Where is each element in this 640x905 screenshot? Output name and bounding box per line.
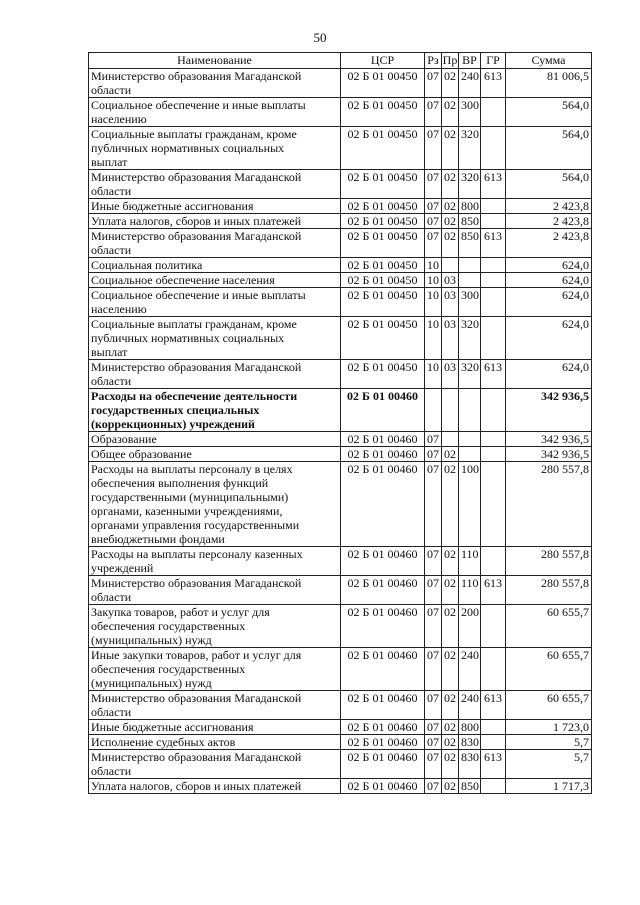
row-csr-cell: 02 Б 01 00460 <box>341 691 425 720</box>
row-gr-cell <box>481 317 506 360</box>
row-rz-cell: 07 <box>425 735 442 750</box>
row-vr-cell: 320 <box>459 317 481 360</box>
row-name-cell: Социальные выплаты гражданам, кроме публичных нормативных социальных выплат <box>89 127 341 170</box>
row-gr-cell: 613 <box>481 750 506 779</box>
row-vr-cell <box>459 273 481 288</box>
row-sum-cell: 2 423,8 <box>506 214 592 229</box>
row-pr-cell: 02 <box>442 735 459 750</box>
row-gr-cell: 613 <box>481 170 506 199</box>
row-sum-cell: 60 655,7 <box>506 691 592 720</box>
row-pr-cell: 02 <box>442 214 459 229</box>
row-sum-cell: 5,7 <box>506 735 592 750</box>
row-name-cell: Иные бюджетные ассигнования <box>89 199 341 214</box>
row-gr-cell <box>481 127 506 170</box>
row-rz-cell: 07 <box>425 214 442 229</box>
row-pr-cell: 02 <box>442 170 459 199</box>
row-csr-cell: 02 Б 01 00460 <box>341 605 425 648</box>
row-gr-cell <box>481 447 506 462</box>
row-rz-cell: 07 <box>425 127 442 170</box>
row-gr-cell <box>481 735 506 750</box>
row-name-cell: Министерство образования Магаданской области <box>89 750 341 779</box>
row-sum-cell: 1 717,3 <box>506 779 592 794</box>
row-vr-cell: 240 <box>459 691 481 720</box>
table-row <box>89 199 592 214</box>
row-gr-cell <box>481 462 506 547</box>
row-pr-cell: 03 <box>442 288 459 317</box>
row-gr-cell <box>481 720 506 735</box>
row-name-cell: Социальное обеспечение и иные выплаты населению <box>89 98 341 127</box>
row-sum-cell: 5,7 <box>506 750 592 779</box>
row-vr-cell: 800 <box>459 199 481 214</box>
row-gr-cell <box>481 214 506 229</box>
row-name-cell: Социальная политика <box>89 258 341 273</box>
table-row <box>89 258 592 273</box>
row-name-cell: Закупка товаров, работ и услуг для обеспечения государственных (муниципальных) нужд <box>89 605 341 648</box>
table-row <box>89 605 592 648</box>
row-csr-cell: 02 Б 01 00450 <box>341 199 425 214</box>
row-sum-cell: 342 936,5 <box>506 389 592 432</box>
row-pr-cell <box>442 389 459 432</box>
row-csr-cell: 02 Б 01 00450 <box>341 258 425 273</box>
row-rz-cell: 07 <box>425 691 442 720</box>
row-vr-cell: 100 <box>459 462 481 547</box>
row-csr-cell: 02 Б 01 00460 <box>341 750 425 779</box>
row-rz-cell: 10 <box>425 317 442 360</box>
header-csr: ЦСР <box>341 53 425 69</box>
row-gr-cell <box>481 199 506 214</box>
row-csr-cell: 02 Б 01 00450 <box>341 229 425 258</box>
row-vr-cell: 850 <box>459 214 481 229</box>
table-row <box>89 389 592 432</box>
row-sum-cell: 2 423,8 <box>506 199 592 214</box>
row-gr-cell <box>481 273 506 288</box>
row-vr-cell: 320 <box>459 170 481 199</box>
row-pr-cell: 02 <box>442 547 459 576</box>
budget-table <box>88 52 592 794</box>
row-gr-cell <box>481 605 506 648</box>
table-row <box>89 691 592 720</box>
row-sum-cell: 342 936,5 <box>506 447 592 462</box>
row-vr-cell: 240 <box>459 648 481 691</box>
row-rz-cell: 07 <box>425 648 442 691</box>
row-pr-cell: 02 <box>442 648 459 691</box>
row-sum-cell: 1 723,0 <box>506 720 592 735</box>
row-vr-cell: 850 <box>459 779 481 794</box>
row-rz-cell: 07 <box>425 750 442 779</box>
row-rz-cell: 10 <box>425 288 442 317</box>
row-csr-cell: 02 Б 01 00450 <box>341 69 425 98</box>
row-sum-cell: 624,0 <box>506 288 592 317</box>
row-rz-cell: 10 <box>425 258 442 273</box>
row-pr-cell <box>442 432 459 447</box>
row-sum-cell: 624,0 <box>506 258 592 273</box>
row-rz-cell <box>425 389 442 432</box>
row-vr-cell: 110 <box>459 547 481 576</box>
row-csr-cell: 02 Б 01 00450 <box>341 214 425 229</box>
row-pr-cell: 02 <box>442 576 459 605</box>
row-csr-cell: 02 Б 01 00460 <box>341 648 425 691</box>
row-name-cell: Министерство образования Магаданской области <box>89 576 341 605</box>
row-sum-cell: 280 557,8 <box>506 462 592 547</box>
row-csr-cell: 02 Б 01 00460 <box>341 447 425 462</box>
header-rz: Рз <box>425 53 442 69</box>
row-gr-cell <box>481 258 506 273</box>
table-row <box>89 720 592 735</box>
table-row <box>89 462 592 547</box>
header-name: Наименование <box>89 53 341 69</box>
row-rz-cell: 07 <box>425 432 442 447</box>
row-name-cell: Уплата налогов, сборов и иных платежей <box>89 214 341 229</box>
header-vr: ВР <box>459 53 481 69</box>
row-gr-cell: 613 <box>481 691 506 720</box>
row-name-cell: Социальное обеспечение и иные выплаты населению <box>89 288 341 317</box>
row-name-cell: Иные бюджетные ассигнования <box>89 720 341 735</box>
row-pr-cell: 02 <box>442 691 459 720</box>
row-pr-cell <box>442 258 459 273</box>
row-vr-cell: 800 <box>459 720 481 735</box>
row-rz-cell: 07 <box>425 576 442 605</box>
row-sum-cell: 564,0 <box>506 98 592 127</box>
row-name-cell: Уплата налогов, сборов и иных платежей <box>89 779 341 794</box>
table-row <box>89 750 592 779</box>
row-vr-cell: 830 <box>459 735 481 750</box>
row-rz-cell: 07 <box>425 447 442 462</box>
row-name-cell: Иные закупки товаров, работ и услуг для обеспечения государственных (муниципальных) нужд <box>89 648 341 691</box>
row-gr-cell <box>481 288 506 317</box>
row-vr-cell <box>459 258 481 273</box>
row-vr-cell <box>459 389 481 432</box>
row-gr-cell <box>481 432 506 447</box>
row-pr-cell: 02 <box>442 98 459 127</box>
row-vr-cell: 320 <box>459 127 481 170</box>
row-csr-cell: 02 Б 01 00450 <box>341 127 425 170</box>
row-pr-cell: 02 <box>442 779 459 794</box>
table-row <box>89 547 592 576</box>
row-csr-cell: 02 Б 01 00450 <box>341 273 425 288</box>
row-sum-cell: 342 936,5 <box>506 432 592 447</box>
row-pr-cell: 03 <box>442 317 459 360</box>
row-sum-cell: 280 557,8 <box>506 547 592 576</box>
row-name-cell: Социальные выплаты гражданам, кроме публичных нормативных социальных выплат <box>89 317 341 360</box>
row-sum-cell: 624,0 <box>506 273 592 288</box>
row-vr-cell: 850 <box>459 229 481 258</box>
row-rz-cell: 07 <box>425 69 442 98</box>
table-header-row <box>89 53 592 69</box>
table-row <box>89 432 592 447</box>
row-name-cell: Министерство образования Магаданской области <box>89 691 341 720</box>
row-rz-cell: 07 <box>425 462 442 547</box>
row-name-cell: Министерство образования Магаданской области <box>89 360 341 389</box>
row-gr-cell: 613 <box>481 360 506 389</box>
row-pr-cell: 02 <box>442 605 459 648</box>
row-pr-cell: 02 <box>442 750 459 779</box>
table-row <box>89 288 592 317</box>
row-rz-cell: 07 <box>425 98 442 127</box>
row-rz-cell: 10 <box>425 360 442 389</box>
row-gr-cell <box>481 779 506 794</box>
row-name-cell: Расходы на выплаты персоналу казенных учреждений <box>89 547 341 576</box>
row-vr-cell: 300 <box>459 98 481 127</box>
row-csr-cell: 02 Б 01 00450 <box>341 317 425 360</box>
row-name-cell: Министерство образования Магаданской области <box>89 229 341 258</box>
header-gr: ГР <box>481 53 506 69</box>
row-pr-cell: 02 <box>442 229 459 258</box>
row-rz-cell: 07 <box>425 605 442 648</box>
table-row <box>89 214 592 229</box>
row-name-cell: Социальное обеспечение населения <box>89 273 341 288</box>
row-sum-cell: 60 655,7 <box>506 605 592 648</box>
row-pr-cell: 02 <box>442 447 459 462</box>
row-pr-cell: 02 <box>442 69 459 98</box>
row-vr-cell: 110 <box>459 576 481 605</box>
table-row <box>89 576 592 605</box>
row-name-cell: Министерство образования Магаданской области <box>89 170 341 199</box>
row-rz-cell: 07 <box>425 547 442 576</box>
row-vr-cell: 300 <box>459 288 481 317</box>
table-row <box>89 779 592 794</box>
row-rz-cell: 07 <box>425 720 442 735</box>
row-vr-cell: 200 <box>459 605 481 648</box>
row-gr-cell <box>481 389 506 432</box>
row-name-cell: Министерство образования Магаданской области <box>89 69 341 98</box>
row-rz-cell: 07 <box>425 229 442 258</box>
row-rz-cell: 07 <box>425 779 442 794</box>
row-csr-cell: 02 Б 01 00450 <box>341 360 425 389</box>
row-csr-cell: 02 Б 01 00460 <box>341 735 425 750</box>
row-name-cell: Исполнение судебных актов <box>89 735 341 750</box>
row-rz-cell: 07 <box>425 199 442 214</box>
header-sum: Сумма <box>506 53 592 69</box>
row-sum-cell: 280 557,8 <box>506 576 592 605</box>
table-row <box>89 735 592 750</box>
row-rz-cell: 07 <box>425 170 442 199</box>
row-pr-cell: 02 <box>442 199 459 214</box>
table-row <box>89 127 592 170</box>
table-row <box>89 360 592 389</box>
table-body <box>89 69 592 794</box>
row-csr-cell: 02 Б 01 00450 <box>341 170 425 199</box>
row-gr-cell: 613 <box>481 69 506 98</box>
row-pr-cell: 02 <box>442 127 459 170</box>
row-gr-cell <box>481 98 506 127</box>
row-name-cell: Общее образование <box>89 447 341 462</box>
row-csr-cell: 02 Б 01 00450 <box>341 98 425 127</box>
row-name-cell: Расходы на обеспечение деятельности государственных специальных (коррекционных) учреждений <box>89 389 341 432</box>
row-sum-cell: 60 655,7 <box>506 648 592 691</box>
row-csr-cell: 02 Б 01 00460 <box>341 547 425 576</box>
row-csr-cell: 02 Б 01 00460 <box>341 720 425 735</box>
header-pr: Пр <box>442 53 458 67</box>
row-name-cell: Расходы на выплаты персоналу в целях обеспечения выполнения функций государственными (муниципальными) органами, казенными учреждениями, органами управления государственными внебюджетными фондами <box>89 462 341 547</box>
row-sum-cell: 564,0 <box>506 127 592 170</box>
table-row <box>89 273 592 288</box>
table-row <box>89 69 592 98</box>
row-pr-cell: 03 <box>442 360 459 389</box>
row-gr-cell <box>481 547 506 576</box>
row-vr-cell: 830 <box>459 750 481 779</box>
table-row <box>89 98 592 127</box>
table-row <box>89 447 592 462</box>
row-gr-cell <box>481 648 506 691</box>
row-vr-cell: 240 <box>459 69 481 98</box>
table-row <box>89 170 592 199</box>
table-row <box>89 317 592 360</box>
row-vr-cell <box>459 432 481 447</box>
page-number: 50 <box>313 30 327 45</box>
row-pr-cell: 03 <box>442 273 459 288</box>
row-gr-cell: 613 <box>481 576 506 605</box>
row-name-cell: Образование <box>89 432 341 447</box>
row-sum-cell: 564,0 <box>506 170 592 199</box>
row-gr-cell: 613 <box>481 229 506 258</box>
row-pr-cell: 02 <box>442 462 459 547</box>
row-csr-cell: 02 Б 01 00450 <box>341 288 425 317</box>
row-csr-cell: 02 Б 01 00460 <box>341 389 425 432</box>
table-row <box>89 648 592 691</box>
row-sum-cell: 81 006,5 <box>506 69 592 98</box>
row-csr-cell: 02 Б 01 00460 <box>341 779 425 794</box>
row-csr-cell: 02 Б 01 00460 <box>341 462 425 547</box>
row-sum-cell: 624,0 <box>506 360 592 389</box>
row-vr-cell <box>459 447 481 462</box>
row-pr-cell: 02 <box>442 720 459 735</box>
row-vr-cell: 320 <box>459 360 481 389</box>
row-sum-cell: 2 423,8 <box>506 229 592 258</box>
row-rz-cell: 10 <box>425 273 442 288</box>
table-row <box>89 229 592 258</box>
row-csr-cell: 02 Б 01 00460 <box>341 432 425 447</box>
row-csr-cell: 02 Б 01 00460 <box>341 576 425 605</box>
row-sum-cell: 624,0 <box>506 317 592 360</box>
